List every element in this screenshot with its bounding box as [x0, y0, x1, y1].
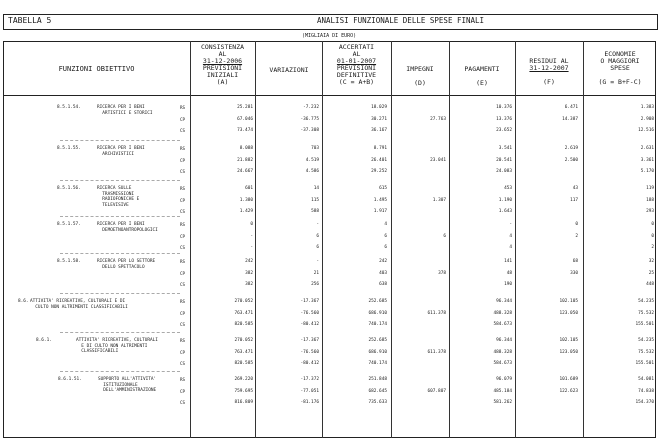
header-text: CONSISTENZA [200, 43, 245, 51]
header-residui [515, 58, 583, 86]
cell-e: 10.376 [496, 105, 512, 110]
cell-c: 615 [379, 186, 387, 191]
cell-a: 816.809 [234, 400, 253, 405]
row-code: 8.5.1.57. [57, 222, 81, 227]
cell-f: 2.619 [564, 146, 578, 151]
cell-f: 6.471 [564, 105, 578, 110]
header-text: (D) [414, 79, 426, 87]
cell-c: 740.174 [368, 361, 387, 366]
row-description: SUPPORTO ALL'ATTIVITA' ISTITUZIONALE DELL'AMMINISTRAZIONE [98, 377, 157, 394]
group-separator [60, 371, 180, 372]
cell-f: 123.050 [559, 349, 578, 355]
cell-g: 5.170 [640, 169, 654, 174]
cell-e: 488.328 [493, 310, 512, 316]
cell-e: 1.643 [498, 209, 512, 214]
cell-c: 6 [384, 233, 387, 239]
cell-f: 122.623 [559, 388, 578, 394]
cell-a: 21.882 [237, 157, 253, 163]
header-funzioni-obiettivo [3, 66, 190, 73]
column-divider [391, 41, 392, 438]
cell-d: 1.307 [432, 197, 446, 203]
cell-d: 611.378 [427, 310, 446, 316]
row-description: RICERCA PER I BENI DEMOETNOANTROPOLOGICI [97, 222, 158, 233]
cell-c: 26.401 [371, 157, 387, 163]
group-separator [60, 293, 180, 294]
row-type-label: RS [180, 299, 186, 304]
cell-g: 2 [651, 245, 654, 250]
cell-g: 32 [648, 259, 654, 264]
cell-b: -81.176 [300, 400, 319, 405]
cell-e: 96.344 [496, 338, 512, 343]
header-text: 01-01-2007 [336, 57, 377, 65]
cell-b: - [316, 222, 319, 227]
cell-c: 8.791 [373, 146, 387, 151]
cell-a: 73.474 [237, 128, 253, 133]
cell-b: -36.775 [300, 116, 319, 122]
column-divider [255, 41, 256, 438]
row-type-label: CP [180, 157, 186, 163]
row-type-label: RS [180, 338, 186, 343]
header-divider [3, 95, 656, 96]
row-type-label: CS [180, 282, 186, 287]
header-text: (G = B+F-C) [598, 78, 642, 86]
row-type-label: CP [180, 349, 186, 355]
group-separator [60, 332, 180, 333]
cell-g: 74.838 [638, 388, 654, 394]
cell-c: 242 [379, 259, 387, 264]
row-type-label: RS [180, 377, 186, 382]
header-text: AL [352, 50, 361, 58]
group-separator [60, 253, 180, 254]
header-text: (A) [216, 78, 229, 86]
cell-b: 14 [313, 186, 319, 191]
cell-a: 1.429 [239, 209, 253, 214]
row-type-label: RS [180, 105, 186, 110]
cell-g: 3.361 [640, 157, 654, 163]
cell-g: 54.235 [638, 299, 654, 304]
cell-e: 581.262 [493, 400, 512, 405]
row-type-label: CS [180, 169, 186, 174]
row-type-label: CS [180, 322, 186, 327]
cell-b: - [316, 259, 319, 264]
cell-a: 382 [245, 270, 253, 276]
row-type-label: CS [180, 245, 186, 250]
row-code: 8.6.1.51. [58, 377, 82, 382]
header-text: (E) [476, 79, 488, 87]
cell-a: 242 [245, 259, 253, 264]
header-consistenza [191, 44, 254, 86]
cell-b: 588 [311, 209, 319, 214]
group-separator [60, 216, 180, 217]
cell-e: 584.673 [493, 322, 512, 327]
cell-c: 735.633 [368, 400, 387, 405]
row-type-label: CS [180, 400, 186, 405]
cell-g: 154.370 [635, 400, 654, 405]
cell-a: 382 [245, 282, 253, 287]
table-label: TABELLA 5 [8, 16, 52, 25]
header-text: AL [218, 50, 227, 58]
cell-b: -17.367 [300, 299, 319, 304]
cell-a: 67.046 [237, 116, 253, 122]
cell-e: 3.541 [498, 146, 512, 151]
cell-c: 403 [379, 270, 387, 276]
cell-e: 453 [504, 186, 512, 191]
cell-e: 13.376 [496, 116, 512, 122]
cell-b: 703 [311, 146, 319, 151]
header-text: PREVISIONI [202, 64, 243, 72]
row-description: RICERCA SULLE TRASMISSIONI RADIOFONICHE E TELEVISIVE [97, 186, 140, 208]
row-description: RICERCA PER I BENI ARTISTICI E STORICI [97, 105, 153, 116]
row-code: 8.5.1.54. [57, 105, 81, 110]
cell-a: 820.585 [234, 322, 253, 327]
column-divider [190, 41, 191, 438]
cell-c: 682.645 [368, 388, 387, 394]
header-text: (F) [543, 78, 555, 86]
column-divider [515, 41, 516, 438]
cell-g: 12.516 [638, 128, 654, 133]
cell-c: 638 [379, 282, 387, 287]
cell-b: -80.412 [300, 322, 319, 327]
row-type-label: RS [180, 146, 186, 151]
cell-f: 101.689 [559, 377, 578, 382]
row-code: 8.6. [18, 299, 29, 304]
cell-b: -76.560 [300, 349, 319, 355]
cell-c: 30.271 [371, 116, 387, 122]
cell-e: 141 [504, 259, 512, 264]
cell-c: 18.029 [371, 105, 387, 110]
row-type-label: RS [180, 186, 186, 191]
cell-e: 4 [509, 233, 512, 239]
cell-f: 43 [572, 186, 578, 191]
cell-e: 584.673 [493, 361, 512, 366]
row-type-label: CP [180, 388, 186, 394]
cell-b: 21 [313, 270, 319, 276]
cell-d: 607.807 [427, 388, 446, 394]
cell-e: 485.184 [493, 388, 512, 394]
row-type-label: CP [180, 116, 186, 122]
cell-a: 763.471 [234, 310, 253, 316]
cell-b: 6 [316, 233, 319, 239]
header-text: DEFINITIVE [336, 71, 377, 79]
row-type-label: CS [180, 128, 186, 133]
cell-g: 448 [646, 282, 654, 287]
cell-g: 0 [651, 222, 654, 227]
cell-a: 820.585 [234, 361, 253, 366]
cell-g: 25 [648, 270, 654, 276]
row-description: ATTIVITA' RICREATIVE, CULTURALI E DI CULTO NON ALTRIMENTI CLASSIFICABILI [76, 338, 158, 355]
cell-g: 119 [646, 186, 654, 191]
cell-e: 24.083 [496, 169, 512, 174]
cell-f: 0 [575, 222, 578, 227]
cell-c: 686.910 [368, 310, 387, 316]
cell-g: 54.235 [638, 338, 654, 343]
cell-e: 96.079 [496, 377, 512, 382]
row-type-label: CP [180, 310, 186, 316]
column-divider [449, 41, 450, 438]
cell-c: 686.910 [368, 349, 387, 355]
cell-f: 2 [575, 233, 578, 239]
cell-e: 190 [504, 282, 512, 287]
cell-f: 330 [570, 270, 578, 276]
cell-b: 256 [311, 282, 319, 287]
row-code: 8.5.1.58. [57, 259, 81, 264]
cell-f: 117 [570, 197, 578, 203]
cell-f: 2.500 [564, 157, 578, 163]
cell-b: -76.560 [300, 310, 319, 316]
cell-d: 611.378 [427, 349, 446, 355]
cell-g: 155.501 [635, 322, 654, 327]
row-code: 8.6.1. [36, 338, 52, 343]
cell-f: 102.105 [559, 338, 578, 343]
cell-g: 54.081 [638, 377, 654, 382]
cell-f: 68 [572, 259, 578, 264]
cell-e: 488.328 [493, 349, 512, 355]
cell-g: 75.532 [638, 310, 654, 316]
row-code: 8.5.1.56. [57, 186, 81, 191]
row-code: 8.5.1.55. [57, 146, 81, 151]
header-text: ACCERTATI [338, 43, 375, 51]
row-type-label: CP [180, 197, 186, 203]
cell-f: 102.105 [559, 299, 578, 304]
cell-c: 29.252 [371, 169, 387, 174]
cell-a: 759.695 [234, 388, 253, 394]
cell-b: -17.367 [300, 338, 319, 343]
column-divider [322, 41, 323, 438]
cell-a: 270.052 [234, 338, 253, 343]
cell-c: 36.167 [371, 128, 387, 133]
cell-b: 4.586 [305, 169, 319, 174]
cell-b: 6 [316, 245, 319, 250]
row-type-label: RS [180, 259, 186, 264]
cell-f: 14.387 [562, 116, 578, 122]
cell-a: 24.667 [237, 169, 253, 174]
cell-a: - [250, 245, 253, 250]
header-text: ECONOMIE [604, 50, 636, 58]
row-type-label: CS [180, 361, 186, 366]
units-note: (MIGLIAIA DI EURO) [302, 33, 357, 39]
cell-d: 6 [443, 233, 446, 239]
cell-b: -37.308 [300, 128, 319, 133]
cell-g: 293 [646, 209, 654, 214]
cell-e: 23.652 [496, 128, 512, 133]
cell-e: 4 [509, 245, 512, 250]
cell-b: 4.519 [305, 157, 319, 163]
header-accertati [322, 44, 391, 86]
cell-a: 270.052 [234, 299, 253, 304]
cell-e: 1.190 [498, 197, 512, 203]
cell-f: 123.050 [559, 310, 578, 316]
row-type-label: RS [180, 222, 186, 227]
cell-c: 251.848 [368, 377, 387, 382]
cell-e: - [509, 222, 512, 227]
cell-a: 25.281 [237, 105, 253, 110]
cell-a: 8.088 [239, 146, 253, 151]
title-bar [3, 14, 658, 30]
group-separator [60, 140, 180, 141]
cell-b: -77.051 [300, 388, 319, 394]
cell-c: 252.685 [368, 299, 387, 304]
cell-d: 23.041 [430, 157, 446, 163]
cell-e: 48 [506, 270, 512, 276]
cell-g: 155.501 [635, 361, 654, 366]
cell-g: 2.631 [640, 146, 654, 151]
header-text: SPESE [610, 64, 630, 72]
cell-b: 115 [311, 197, 319, 203]
cell-d: 378 [438, 270, 446, 276]
cell-b: -80.412 [300, 361, 319, 366]
report-title: ANALISI FUNZIONALE DELLE SPESE FINALI [317, 16, 485, 25]
cell-d: 27.763 [430, 116, 446, 122]
cell-a: - [250, 233, 253, 239]
cell-g: 2.908 [640, 116, 654, 122]
group-separator [60, 180, 180, 181]
cell-e: 96.344 [496, 299, 512, 304]
cell-c: 4 [384, 222, 387, 227]
row-description: RICERCA PER LO SETTORE DELLO SPETTACOLO [97, 259, 156, 270]
cell-a: 0 [250, 222, 253, 227]
header-text: 31-12-2007 [529, 64, 569, 72]
cell-b: -17.372 [300, 377, 319, 382]
cell-a: 269.220 [234, 377, 253, 382]
cell-g: 0 [651, 233, 654, 239]
cell-b: -7.232 [303, 105, 319, 110]
cell-c: 252.685 [368, 338, 387, 343]
cell-c: 6 [384, 245, 387, 250]
header-text: PREVISIONI [336, 64, 377, 72]
cell-c: 1.917 [373, 209, 387, 214]
header-text: (C = A+B) [338, 78, 375, 86]
header-text: RESIDUI AL [529, 57, 569, 65]
header-text: O MAGGIORI [600, 57, 640, 65]
header-variazioni [256, 67, 322, 74]
header-impegni [391, 66, 449, 87]
header-text: PAGAMENTI [464, 65, 500, 73]
cell-g: 75.532 [638, 349, 654, 355]
header-text: VARIAZIONI [269, 66, 309, 74]
cell-a: 763.471 [234, 349, 253, 355]
cell-g: 1.383 [640, 105, 654, 110]
header-text: 31-12-2006 [202, 57, 243, 65]
header-text: INIZIALI [206, 71, 239, 79]
cell-c: 740.174 [368, 322, 387, 327]
row-description: ATTIVITA' RICREATIVE, CULTURALI E DI CULTO NON ALTRIMENTI CLASSIFICABILI [30, 299, 128, 310]
header-funzioni-label: FUNZIONI OBIETTIVO [58, 65, 135, 73]
cell-a: 1.380 [239, 197, 253, 203]
header-economie [584, 51, 656, 86]
cell-c: 1.495 [373, 197, 387, 203]
column-divider [583, 41, 584, 438]
row-type-label: CS [180, 209, 186, 214]
cell-e: 20.541 [496, 157, 512, 163]
cell-a: 601 [245, 186, 253, 191]
row-type-label: CP [180, 233, 186, 239]
row-description: RICERCA PER I BENI ARCHIVISTICI [97, 146, 145, 157]
cell-g: 188 [646, 197, 654, 203]
row-type-label: CP [180, 270, 186, 276]
header-pagamenti [449, 66, 515, 87]
header-text: IMPEGNI [406, 65, 434, 73]
